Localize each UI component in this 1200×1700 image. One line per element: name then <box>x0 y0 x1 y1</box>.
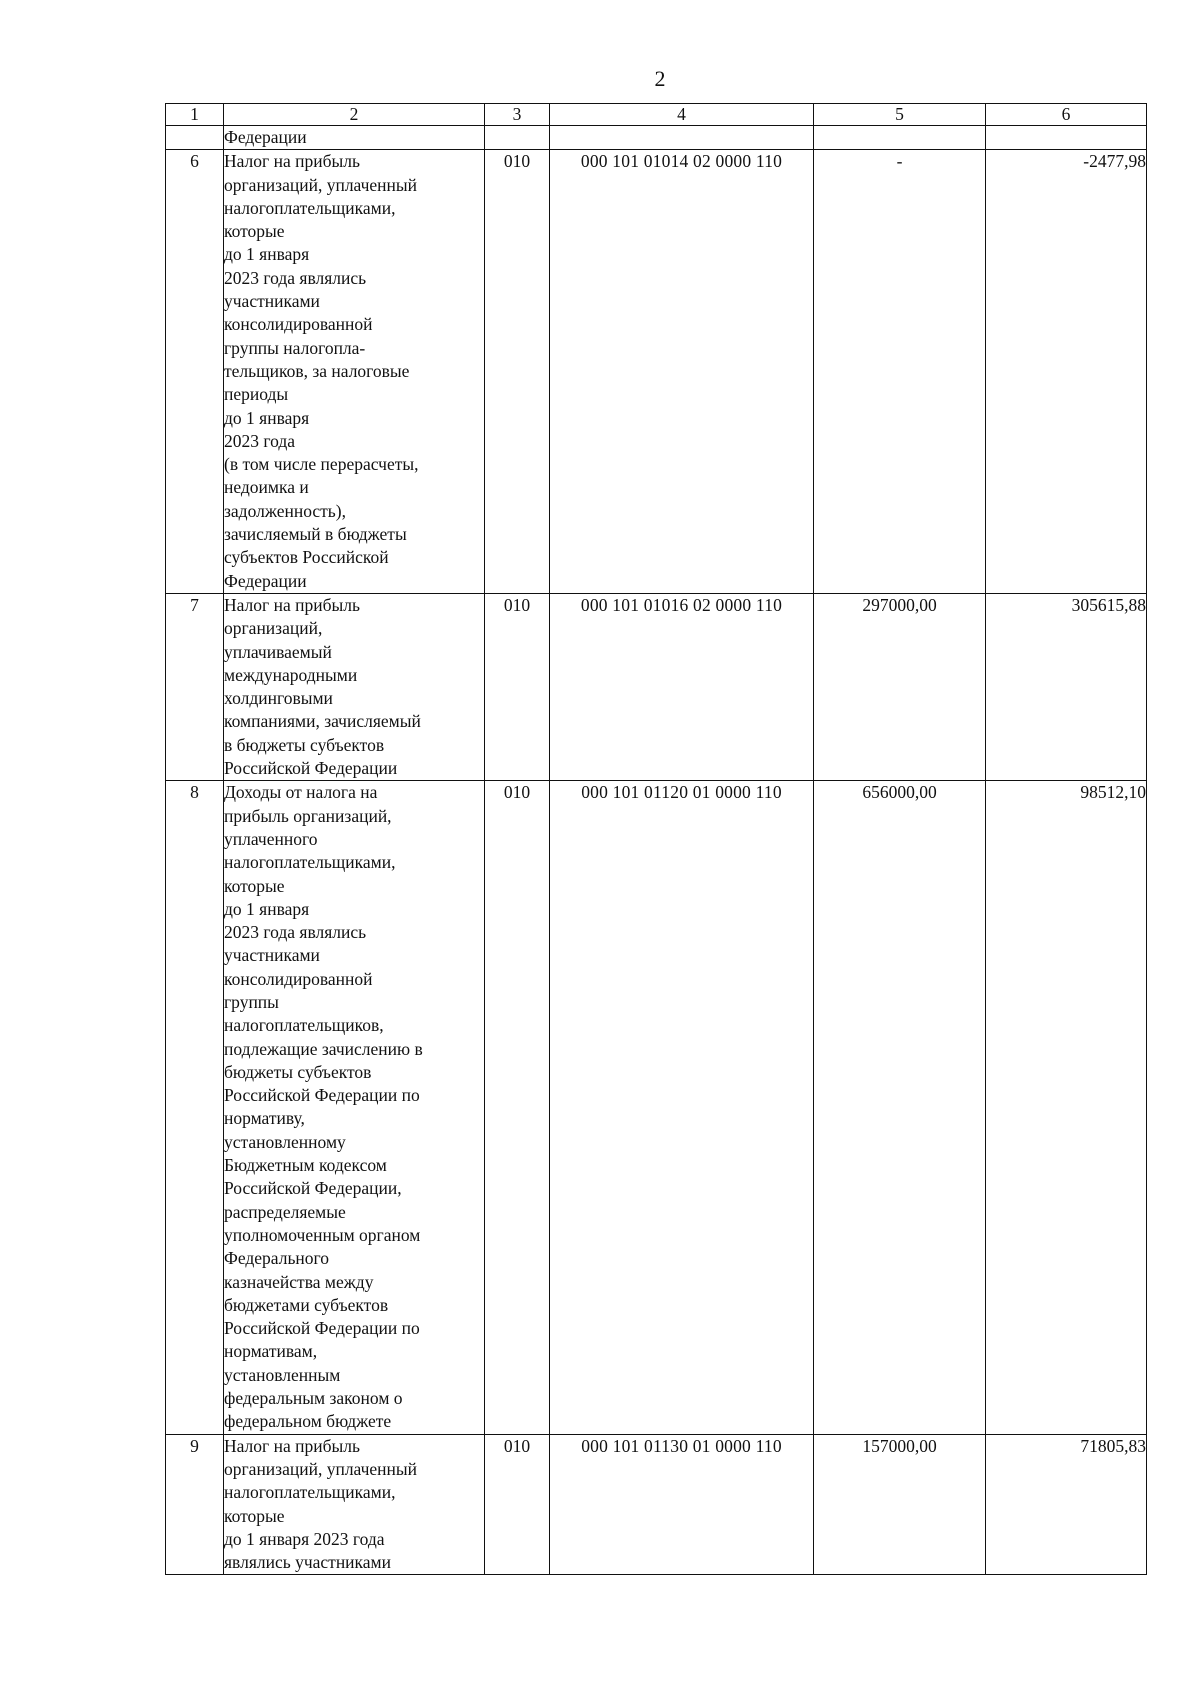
column-number-3: 3 <box>485 104 550 126</box>
description-line: налогоплательщиками, <box>224 852 396 873</box>
actual-amount: 71805,83 <box>986 1434 1147 1575</box>
description-line: холдинговыми <box>224 688 333 709</box>
row-description <box>224 150 485 594</box>
continuation-cell-empty <box>166 126 224 150</box>
row-description <box>224 1434 485 1575</box>
description-line: до 1 января <box>224 407 310 428</box>
admin-code: 010 <box>485 150 550 594</box>
description-line: Налог на прибыль <box>224 594 360 615</box>
actual-amount: -2477,98 <box>986 150 1147 594</box>
continuation-cell-empty <box>986 126 1147 150</box>
description-line: Российской Федерации по <box>224 1318 420 1339</box>
budget-classification-code: 000 101 01014 02 0000 110 <box>550 150 814 594</box>
column-number-4: 4 <box>550 104 814 126</box>
description-line: организаций, уплаченный <box>224 1458 418 1479</box>
description-line: бюджетами субъектов <box>224 1294 389 1315</box>
planned-amount: 157000,00 <box>814 1434 986 1575</box>
continuation-cell-empty <box>814 126 986 150</box>
description-line: являлись участниками <box>224 1552 391 1573</box>
description-line: установленному <box>224 1131 346 1152</box>
description-line: 2023 года являлись <box>224 267 367 288</box>
description-line: распределяемые <box>224 1201 346 1222</box>
table-row <box>166 781 1147 1434</box>
description-line: Российской Федерации по <box>224 1085 420 1106</box>
description-line: зачисляемый в бюджеты <box>224 524 407 545</box>
continuation-text: Федерации <box>224 126 485 150</box>
description-line: консолидированной <box>224 968 373 989</box>
description-line: Российской Федерации, <box>224 1178 402 1199</box>
description-line: Российской Федерации <box>224 758 398 779</box>
row-description <box>224 593 485 780</box>
description-line: Бюджетным кодексом <box>224 1155 387 1176</box>
description-line: уполномоченным органом <box>224 1224 421 1245</box>
table-row <box>166 593 1147 780</box>
description-line: до 1 января <box>224 898 310 919</box>
description-line: компаниями, зачисляемый <box>224 711 421 732</box>
description-line: (в том числе перерасчеты, <box>224 454 419 475</box>
description-line: бюджеты субъектов <box>224 1061 372 1082</box>
description-line: в бюджеты субъектов <box>224 734 385 755</box>
description-line: Доходы от налога на <box>224 782 378 803</box>
row-number: 6 <box>166 150 224 594</box>
description-line: Федерации <box>224 570 307 591</box>
description-line: прибыль организаций, <box>224 805 392 826</box>
column-number-header-row <box>166 104 1147 126</box>
description-line: федеральным законом о <box>224 1388 403 1409</box>
description-line: группы <box>224 991 279 1012</box>
column-number-2: 2 <box>224 104 485 126</box>
description-line: до 1 января <box>224 244 310 265</box>
description-line: налогоплательщиками, <box>224 197 396 218</box>
description-line: Налог на прибыль <box>224 151 360 172</box>
description-line: участниками <box>224 945 320 966</box>
actual-amount: 98512,10 <box>986 781 1147 1434</box>
description-line: недоимка и <box>224 477 309 498</box>
continuation-cell-empty <box>485 126 550 150</box>
description-line: задолженность), <box>224 500 346 521</box>
table-row <box>166 1434 1147 1575</box>
admin-code: 010 <box>485 1434 550 1575</box>
table-row <box>166 150 1147 594</box>
description-line: участниками <box>224 291 320 312</box>
column-number-5: 5 <box>814 104 986 126</box>
description-line: подлежащие зачислению в <box>224 1038 423 1059</box>
description-line: установленным <box>224 1364 341 1385</box>
budget-classification-code: 000 101 01120 01 0000 110 <box>550 781 814 1434</box>
row-description <box>224 781 485 1434</box>
continuation-row <box>166 126 1147 150</box>
description-line: до 1 января 2023 года <box>224 1528 385 1549</box>
page-number: 2 <box>654 66 666 91</box>
description-line: налогоплательщиками, <box>224 1482 396 1503</box>
planned-amount: 297000,00 <box>814 593 986 780</box>
description-line: уплачиваемый <box>224 641 332 662</box>
description-line: налогоплательщиков, <box>224 1015 384 1036</box>
description-line: консолидированной <box>224 314 373 335</box>
budget-classification-code: 000 101 01016 02 0000 110 <box>550 593 814 780</box>
description-line: казначейства между <box>224 1271 374 1292</box>
description-line: периоды <box>224 384 289 405</box>
description-line: 2023 года <box>224 430 296 451</box>
description-line: нормативам, <box>224 1341 318 1362</box>
budget-classification-code: 000 101 01130 01 0000 110 <box>550 1434 814 1575</box>
column-number-1: 1 <box>166 104 224 126</box>
description-line: международными <box>224 664 358 685</box>
description-line: уплаченного <box>224 828 318 849</box>
description-line: организаций, <box>224 618 323 639</box>
row-number: 9 <box>166 1434 224 1575</box>
admin-code: 010 <box>485 781 550 1434</box>
description-line: Федерального <box>224 1248 330 1269</box>
description-line: нормативу, <box>224 1108 305 1129</box>
row-number: 8 <box>166 781 224 1434</box>
planned-amount: 656000,00 <box>814 781 986 1434</box>
description-line: которые <box>224 875 285 896</box>
description-line: которые <box>224 1505 285 1526</box>
planned-amount: - <box>814 150 986 594</box>
continuation-cell-empty <box>550 126 814 150</box>
admin-code: 010 <box>485 593 550 780</box>
description-line: федеральном бюджете <box>224 1411 392 1432</box>
column-number-6: 6 <box>986 104 1147 126</box>
description-line: Налог на прибыль <box>224 1435 360 1456</box>
description-line: группы налогопла- <box>224 337 366 358</box>
row-number: 7 <box>166 593 224 780</box>
description-line: 2023 года являлись <box>224 922 367 943</box>
revenue-table <box>165 103 1147 1575</box>
description-line: тельщиков, за налоговые <box>224 360 410 381</box>
description-line: организаций, уплаченный <box>224 174 418 195</box>
description-line: которые <box>224 221 285 242</box>
description-line: субъектов Российской <box>224 547 389 568</box>
actual-amount: 305615,88 <box>986 593 1147 780</box>
